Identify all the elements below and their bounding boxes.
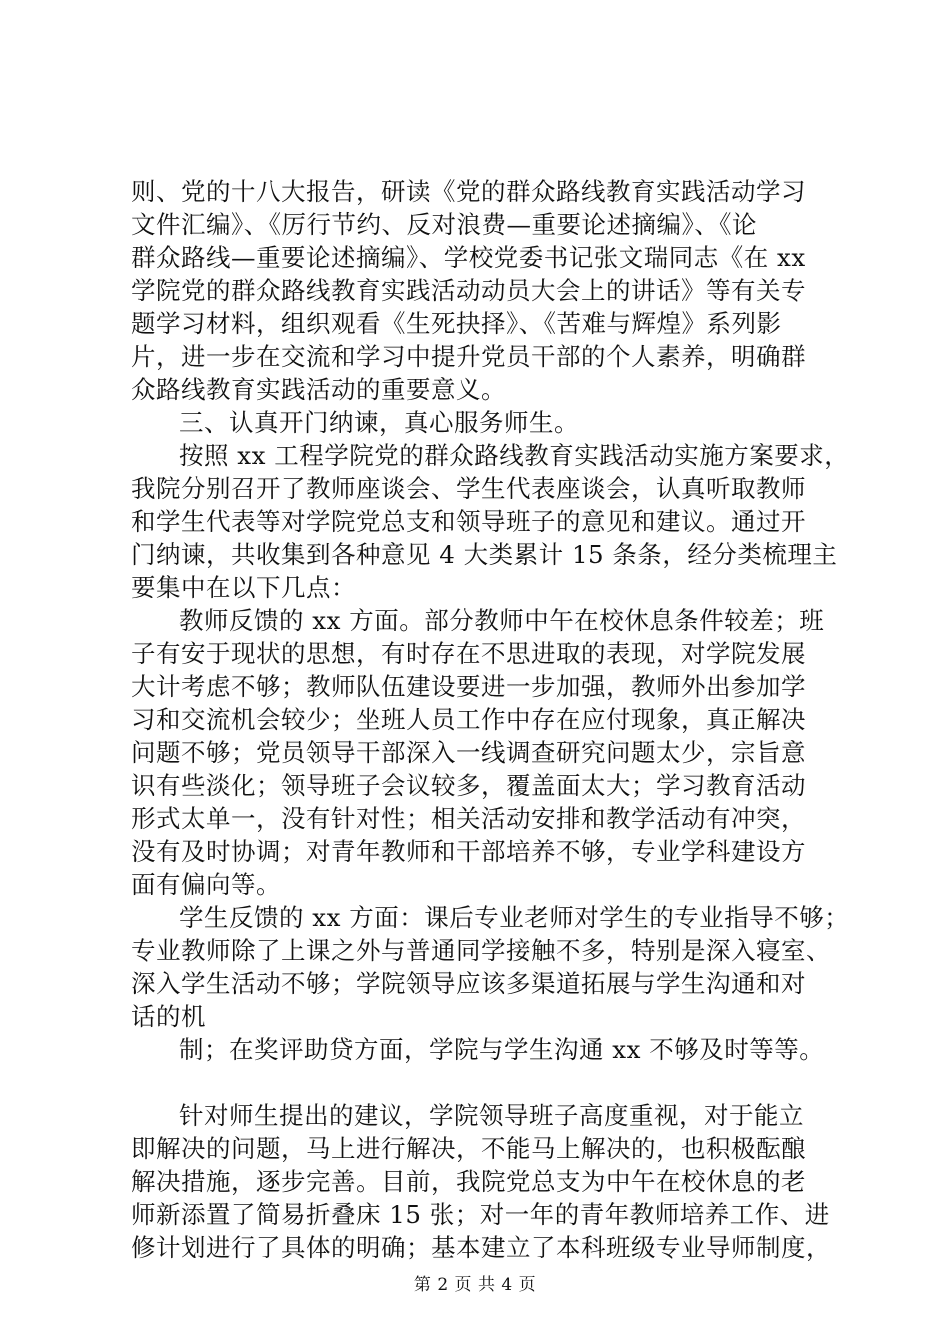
text-line: 深入学生活动不够；学院领导应该多渠道拓展与学生沟通和对 [131, 969, 806, 998]
section-heading: 三、认真开门纳谏，真心服务师生。 [179, 408, 579, 437]
text-line: 群众路线—重要论述摘编》、学校党委书记张文瑞同志《在 xx [131, 243, 806, 272]
text-line: 专业教师除了上课之外与普通同学接触不多，特别是深入寝室、 [131, 936, 831, 965]
text-line: 解决措施，逐步完善。目前，我院党总支为中午在校休息的老 [131, 1167, 806, 1196]
text-line: 师新添置了简易折叠床 15 张；对一年的青年教师培养工作、进 [131, 1200, 830, 1229]
text-line: 学院党的群众路线教育实践活动动员大会上的讲话》等有关专 [131, 276, 806, 305]
text-line: 识有些淡化；领导班子会议较多，覆盖面太大；学习教育活动 [131, 771, 806, 800]
text-line: 教师反馈的 xx 方面。部分教师中午在校休息条件较差；班 [179, 606, 825, 635]
text-line: 则、党的十八大报告，研读《党的群众路线教育实践活动学习 [131, 177, 806, 206]
text-line: 众路线教育实践活动的重要意义。 [131, 375, 506, 404]
text-line: 和学生代表等对学院党总支和领导班子的意见和建议。通过开 [131, 507, 806, 536]
text-line: 习和交流机会较少；坐班人员工作中存在应付现象，真正解决 [131, 705, 806, 734]
text-line: 针对师生提出的建议，学院领导班子高度重视，对于能立 [179, 1101, 804, 1130]
text-line: 大计考虑不够；教师队伍建设要进一步加强，教师外出参加学 [131, 672, 806, 701]
text-line: 形式太单一，没有针对性；相关活动安排和教学活动有冲突， [131, 804, 806, 833]
text-line: 面有偏向等。 [131, 870, 281, 899]
text-line: 片，进一步在交流和学习中提升党员干部的个人素养，明确群 [131, 342, 806, 371]
text-line: 问题不够；党员领导干部深入一线调查研究问题太少，宗旨意 [131, 738, 806, 767]
text-line: 制；在奖评助贷方面，学院与学生沟通 xx 不够及时等等。 [179, 1035, 825, 1064]
text-line: 没有及时协调；对青年教师和干部培养不够，专业学科建设方 [131, 837, 806, 866]
text-line: 我院分别召开了教师座谈会、学生代表座谈会，认真听取教师 [131, 474, 806, 503]
text-line: 学生反馈的 xx 方面：课后专业老师对学生的专业指导不够； [179, 903, 850, 932]
text-line: 文件汇编》、《厉行节约、反对浪费—重要论述摘编》、《论 [131, 210, 757, 239]
text-line: 子有安于现状的思想，有时存在不思进取的表现，对学院发展 [131, 639, 806, 668]
text-line: 按照 xx 工程学院党的群众路线教育实践活动实施方案要求， [179, 441, 850, 470]
text-line: 修计划进行了具体的明确；基本建立了本科班级专业导师制度， [131, 1233, 831, 1262]
text-line: 题学习材料，组织观看《生死抉择》、《苦难与辉煌》系列影 [131, 309, 782, 338]
text-line: 门纳谏，共收集到各种意见 4 大类累计 15 条条，经分类梳理主 [131, 540, 838, 569]
text-line: 要集中在以下几点： [131, 573, 356, 602]
page-footer: 第 2 页 共 4 页 [413, 1275, 537, 1295]
text-line: 即解决的问题，马上进行解决，不能马上解决的，也积极酝酿 [131, 1134, 806, 1163]
text-line: 话的机 [131, 1002, 206, 1031]
